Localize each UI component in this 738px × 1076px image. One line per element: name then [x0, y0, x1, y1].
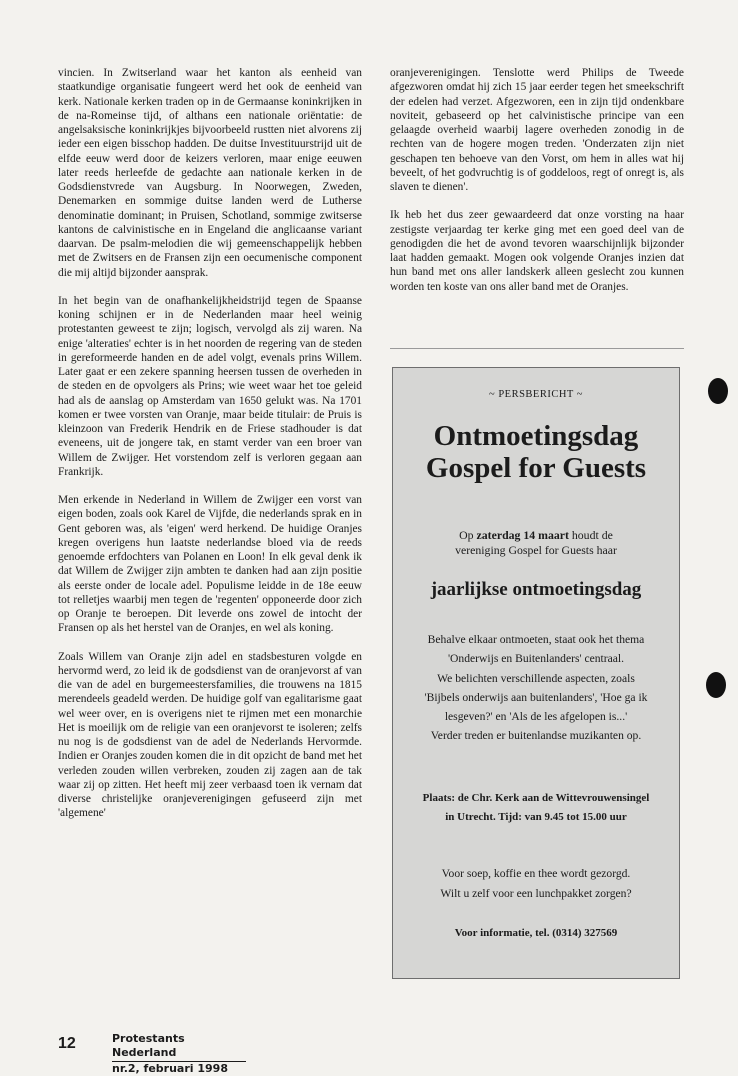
- binder-hole-icon: [708, 378, 728, 404]
- title-line: Ontmoetingsdag: [433, 420, 639, 452]
- lede-prefix: Op: [459, 528, 477, 542]
- article-paragraph: oranjeverenigingen. Tenslotte werd Philips de Tweede afgezworen omdat hij zich 15 jaar eerder tegen het smeekschrift der edelen had verzet. Afgezworen, een in zijn tijd ondenkbare noviteit, gebaseerd op het calvinistische principe van een gelaagde overheid waarbij lagere overheden zonodig in de rechten van de hogere mogen treden. 'Onderzaten zijn niet geschapen ten behoeve van den Vorst, om hem in alles wat hij beveelt, of het godvruchtig is of goddeloos, regt of onregt is, als slaven te dienen'.: [390, 67, 684, 193]
- column-divider: [390, 348, 684, 349]
- body-line: lesgeven?' en 'Als de les afgelopen is...': [444, 710, 628, 724]
- article-paragraph: Ik heb het dus zeer gewaardeerd dat onze vorsting na haar zestigste verjaardag ter kerke ging met een goed deel van de genodigden die het de avond tevoren waarschijnlijk bijzonder laat hadden gemaakt. Mogen ook volgende Oranjes inzien dat hun band met ons aller landskerk alleen geslecht zou kunnen worden ten koste van ons aller band met de Oranjes.: [390, 209, 684, 293]
- article-left-column: [58, 66, 362, 835]
- event-date: zaterdag 14 maart: [476, 528, 569, 542]
- lede-line: vereniging Gospel for Guests haar: [455, 543, 617, 557]
- press-release-kicker: ~ PERSBERICHT ~: [489, 389, 583, 400]
- publication-name: Protestants Nederland: [112, 1032, 246, 1062]
- binder-hole-icon: [706, 672, 726, 698]
- contact-info: Voor informatie, tel. (0314) 327569: [454, 927, 618, 939]
- article-paragraph: Zoals Willem van Oranje zijn adel en stadsbesturen volgde en hervormd werd, zo leid ik de godsdienst van de oranjevorst af van die van de adel en burgemeestersfamilies, die trouwens na 1815 merendeels geadeld werden. De huidige golf van egalitarisme gaat wel weer over, en is overigens niet te rijmen met een monarchie Het is moeilijk om de religie van een oranjevorst te isoleren; zelfs nu nog is de godsdienst van de adel de Nederlands Hervormde. Indien er Oranjes zouden komen die in dit opzicht de band met het verleden zouden willen verbreken, zouden zij zagen aan de tak waar zij op zitten. Het heeft mij zeer verbaasd toen ik vernam dat diverse christelijke oranjeverenigingen gefuseerd zijn met 'algemene': [58, 650, 362, 820]
- body-line: 'Onderwijs en Buitenlanders' centraal.: [447, 652, 625, 666]
- press-release-title: [393, 420, 679, 484]
- lede-suffix: houdt de: [568, 528, 613, 542]
- catering-line: Wilt u zelf voor een lunchpakket zorgen?: [440, 887, 632, 900]
- press-release-subhead: jaarlijkse ontmoetingsdag: [430, 579, 642, 600]
- press-release-lede: [393, 528, 679, 558]
- article-paragraph: Men erkende in Nederland in Willem de Zwijger een vorst van eigen boden, zoals ook Karel de Vijfde, die nederlands sprak en in Gent geboren was, als 'eigen' werd herkend. De huidige Oranjes kregen overigens hun laatste nederlandse bloed via de reeds genoemde erfdochters van Polanen en Loon! In elk geval denk ik dat Willem de Zwijger zijn ambten te danken had aan zijn positie als eerste onder de locale adel. Populisme leidde in de 18e eeuw tot relletjes waarbij men tegen de 'regenten' opponeerde door zich op Oranje te beroepen. Dit leverde ons zowel de intocht der Fransen op als het herstel van de Oranjes, en wel als koning.: [58, 494, 362, 635]
- title-line: Gospel for Guests: [425, 452, 647, 484]
- catering-line: Voor soep, koffie en thee wordt gezorgd.: [441, 867, 631, 880]
- location-line: in Utrecht. Tijd: van 9.45 tot 15.00 uur: [445, 811, 627, 823]
- event-location: [393, 789, 679, 827]
- article-right-column: [390, 66, 684, 308]
- body-line: 'Bijbels onderwijs aan buitenlanders', 'Hoe ga ik: [424, 690, 648, 704]
- article-paragraph: In het begin van de onafhankelijkheidstrijd tegen de Spaanse koning schijnen er in de Nederlanden maar heel weinig protestanten geweest te zijn; logisch, vervolgd als zij waren. Na enige 'alteraties' echter is in het noorden de regering van de steden in gereformeerde handen en de adel volgt, evenals prins Willem. Later gaat er een zekere spanning heersen tussen de overheden in de steden en de opvolgers als Prins; wie weet waar het toe geleid had als de aanslag op Amsterdam van 1650 gelukt was. Na 1701 komen er twee vorsten van Oranje, maar beide titulair: de Pruis is kleinzoon van Frederik Hendrik en de Friese stadhouder is dat eveneens, uit de jongere tak, en stamt verder van een broer van Willem de Zwijger. Het vorstendom zelf is verloren gegaan aan Frankrijk.: [58, 294, 362, 478]
- issue-date: nr.2, februari 1998: [112, 1062, 228, 1075]
- publication-footer: [112, 1032, 246, 1076]
- catering-note: [393, 864, 679, 904]
- lede-line: [393, 528, 679, 543]
- press-release-box: [392, 367, 680, 979]
- press-release-body: [399, 630, 673, 746]
- page-number: 12: [58, 1035, 76, 1052]
- body-line: Verder treden er buitenlandse muzikanten op.: [430, 729, 642, 743]
- body-line: Behalve elkaar ontmoeten, staat ook het thema: [427, 633, 645, 646]
- article-paragraph: vincien. In Zwitserland waar het kanton als eenheid van staatkundige organisatie fungeert werd het ook de eenheid van kerk. Nationale kerken traden op in de Germaanse koninkrijken in de na-Romeinse tijd, of althans een nationale oriëntatie: de angelsaksische koninkrijkjes bijvoorbeeld rustten niet alvorens zij ieder een eigen bisschop hadden. De duitse Investituurstrijd uit de elfde eeuw werd door de keizers verloren, maar enige eeuwen later reeds herleefde de gedachte aan nationale kerken in de Godsdienstvrede van Augsburg. In Noorwegen, Zweden, Denemarken en sommige duitse landen werd de Lutherse denominatie dominant; in Pruisen, Schotland, sommige zwitserse kantons de calvinistische en in Engeland die anglicaanse variant daarvan. De psalm-melodien die wij gemeenschappelijk hebben met de Zwitsers en de Fransen zijn een oecumenische component die mij altijd bijzonder aansprak.: [58, 67, 362, 279]
- location-line: Plaats: de Chr. Kerk aan de Wittevrouwensingel: [422, 792, 650, 804]
- body-line: We belichten verschillende aspecten, zoals: [437, 671, 635, 685]
